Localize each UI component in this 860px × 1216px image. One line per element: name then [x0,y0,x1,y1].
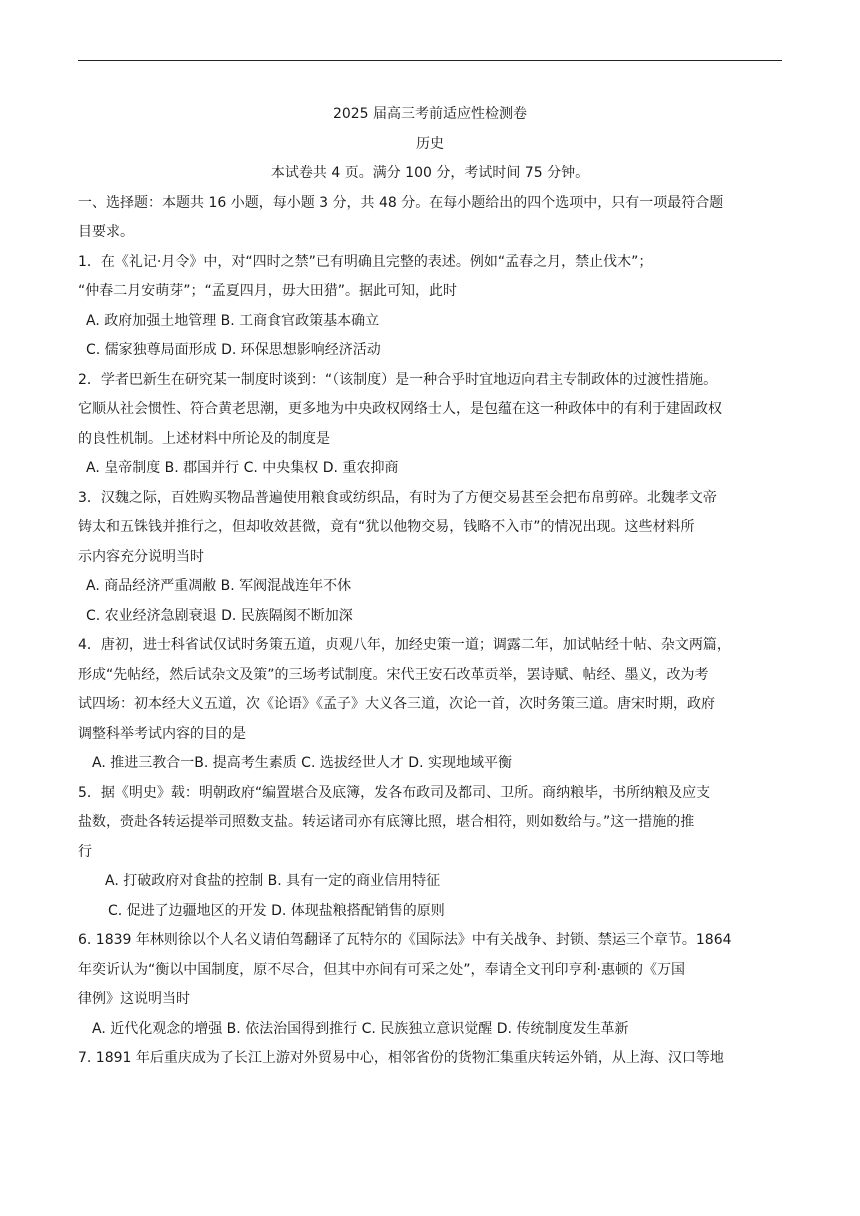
question-options: A. 商品经济严重凋敝 B. 军阀混战连年不休 [86,578,352,594]
question-stem-line: 3．汉魏之际，百姓购买物品普遍使用粮食或纺织品，有时为了方便交易甚至会把布帛剪碎。北魏孝文帝 [78,489,717,506]
question-stem-line: “仲春二月安萌芽”；“孟夏四月，毋大田猎”。据此可知，此时 [78,283,458,299]
question-options: A. 政府加强土地管理 B. 工商食官政策基本确立 [86,312,380,329]
question-2 [78,366,782,484]
question-stem-line: 试四场：初本经大义五道，次《论语》《孟子》大义各三道，次论一首，次时务策三道。唐宋时期，政府 [78,696,715,712]
question-options: A. 近代化观念的增强 B. 依法治国得到推行 C. 民族独立意识觉醒 D. 传统制度发生革新 [92,1020,629,1037]
exam-page [78,100,782,1074]
question-stem-line: 它顺从社会惯性、符合黄老思潮，更多地为中央政权网络士人，是包蕴在这一种政体中的有利于建固政权 [78,401,722,417]
question-7 [78,1044,782,1074]
question-options: C. 儒家独尊局面形成 D. 环保思想影响经济活动 [86,342,381,358]
section-heading-line-2: 目要求。 [78,224,134,240]
question-options: A. 推进三教合一B. 提高考生素质 C. 选拔经世人才 D. 实现地域平衡 [92,755,512,771]
section-heading-line-1: 一、选择题：本题共 16 小题，每小题 3 分，共 48 分。在每小题给出的四个选项中，只有一项最符合题 [78,194,724,211]
question-stem-line: 形成“先帖经，然后试杂文及策”的三场考试制度。宋代王安石改革贡举，罢诗赋、帖经、墨义，改为考 [78,666,709,683]
question-4 [78,631,782,779]
question-stem-line: 5．据《明史》载：明朝政府“编置堪合及底簿，发各布政司及都司、卫所。商纳粮毕，书所纳粮及应支 [78,784,711,801]
question-5 [78,779,782,927]
question-stem-line: 6. 1839 年林则徐以个人名义请伯驾翻译了瓦特尔的《国际法》中有关战争、封锁、禁运三个章节。1864 [78,932,732,948]
question-stem-line: 年奕䜣认为“衡以中国制度，原不尽合，但其中亦间有可采之处”，奉请全文刊印亨利·惠顿的《万国 [78,961,685,978]
question-options: C. 农业经济急剧衰退 D. 民族隔阂不断加深 [86,607,353,624]
question-stem-line: 行 [78,843,92,860]
exam-subject: 历史 [416,135,444,152]
question-options: A. 皇帝制度 B. 郡国并行 C. 中央集权 D. 重农抑商 [86,460,399,476]
question-6 [78,926,782,1044]
exam-title: 2025 届高三考前适应性检测卷 [332,106,528,122]
question-options: A. 打破政府对食盐的控制 B. 具有一定的商业信用特征 [105,873,441,889]
question-stem-line: 律例》这说明当时 [78,991,190,1007]
question-stem-line: 1．在《礼记·月令》中，对“四时之禁”已有明确且完整的表述。例如“孟春之月，禁止伐木”； [78,253,653,270]
top-rule [78,60,782,61]
question-stem-line: 盐数，赍赴各转运提举司照数支盐。转运诸司亦有底簿比照，堪合相符，则如数给与。”这一措施的推 [78,814,695,830]
question-options: C. 促进了边疆地区的开发 D. 体现盐粮搭配销售的原则 [108,902,445,919]
question-stem-line: 2．学者巴新生在研究某一制度时谈到：“（该制度）是一种合乎时宜地迈向君主专制政体的过渡性措施。 [78,371,718,388]
question-stem-line: 调整科举考试内容的目的是 [78,725,246,742]
question-stem-line: 示内容充分说明当时 [78,548,204,565]
question-stem-line: 7. 1891 年后重庆成为了长江上游对外贸易中心，相邻省份的货物汇集重庆转运外销，从上海、汉口等地 [78,1050,724,1066]
question-3 [78,484,782,632]
question-1 [78,248,782,366]
question-stem-line: 铸太和五铢钱并推行之，但却收效甚微，竟有“犹以他物交易，钱略不入市”的情况出现。这些材料所 [78,519,695,535]
exam-info: 本试卷共 4 页。满分 100 分，考试时间 75 分钟。 [270,165,590,181]
question-stem-line: 4．唐初，进士科省试仅试时务策五道，贞观八年，加经史策一道；调露二年，加试帖经十帖、杂文两篇， [78,637,731,653]
question-stem-line: 的良性机制。上述材料中所论及的制度是 [78,430,330,447]
